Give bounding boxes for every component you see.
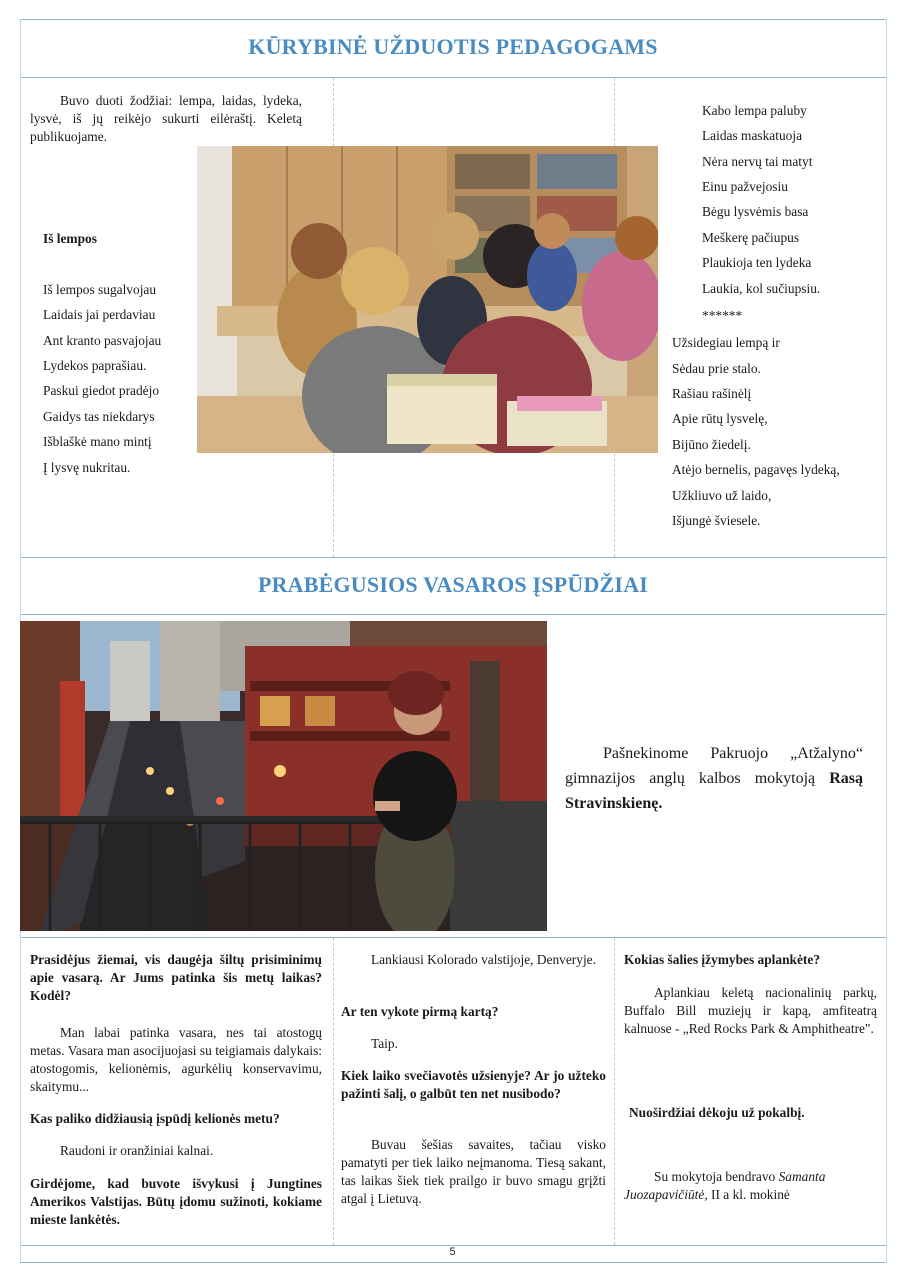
poem1-line: Ant kranto pasvajojau (43, 333, 162, 348)
col-divider-4 (614, 938, 615, 1245)
credit-line (624, 1168, 877, 1204)
question-3: Girdėjome, kad buvote išvykusi į Jungtines Amerikos Valstijas. Būtų įdomu sužinoti, kokiame mieste lankėtės. (30, 1176, 322, 1227)
poem3-line: Sėdau prie stalo. (672, 361, 761, 376)
credit-prefix: Su mokytoja bendravo (654, 1169, 779, 1184)
section2-title: PRABĖGUSIOS VASAROS ĮSPŪDŽIAI (257, 572, 649, 597)
poem1-line: Paskui giedot pradėjo (43, 383, 160, 398)
thanks-line: Nuoširdžiai dėkoju už pokalbį. (629, 1105, 805, 1120)
section1-title-rule (20, 77, 886, 78)
poem3-line: Bijūno žiedelį. (672, 437, 751, 452)
top-rule (20, 19, 886, 20)
answer-5: Buvau šešias savaites, tačiau visko pamatyti per tiek laiko neįmanoma. Tiesą sakant, tas laikas šiek tiek prailgo ir buvo smagu grįžti atgal į Lietuvą. (341, 1137, 606, 1206)
section2-photo-rule (20, 937, 886, 938)
poem3-line: Išjungė šviesele. (672, 513, 761, 528)
poem2-line: Laukia, kol sučiupsiu. (702, 281, 821, 296)
section1-bottom-rule (20, 557, 886, 558)
poem2-line: Kabo lempa paluby (702, 103, 807, 118)
interviewee-name: Rasą Stravinskienę. (565, 770, 863, 812)
poem3-line: Rašiau rašinėlį (672, 386, 752, 401)
poem1-line: Lydekos paprašiau. (43, 358, 147, 373)
question-4: Ar ten vykote pirmą kartą? (341, 1004, 499, 1019)
question-5: Kiek laiko svečiavotės užsienyje? Ar jo užteko pažinti šalį, o galbūt ten net nusibodo? (341, 1068, 606, 1101)
poem1-title: Iš lempos (43, 231, 97, 246)
poem2-line: Nėra nervų tai matyt (702, 154, 813, 169)
poem1-line: Į lysvę nukritau. (43, 460, 131, 475)
answer-1: Man labai patinka vasara, nes tai atostogų metas. Vasara man asocijuojasi su teigiamais dalykais: atostogomis, kelionėmis, agurkėlių konservavimu, skaitymu... (30, 1025, 322, 1094)
interview-intro (565, 741, 863, 816)
poem2-line: Plaukioja ten lydeka (702, 255, 812, 270)
answer-6: Aplankiau keletą nacionalinių parkų, Buffalo Bill muziejų ir kapą, amfiteatrą kalnuose - „Red Rocks Park & Amphitheatre". (624, 985, 877, 1036)
poem3-line: Užsidegiau lempą ir (672, 335, 780, 350)
poem1-line: Laidais jai perdaviau (43, 307, 156, 322)
section2-title-rule (20, 614, 886, 615)
poem1-line: Iš lempos sugalvojau (43, 282, 157, 297)
poem1-line: Gaidys tas niekdarys (43, 409, 155, 424)
section1-title: KŪRYBINĖ UŽDUOTIS PEDAGOGAMS (248, 34, 658, 59)
credit-suffix: II a kl. mokinė (707, 1187, 790, 1202)
interview-intro-text: Pašnekinome Pakruojo „Atžalyno“ gimnazijos anglų kalbos mokytoją (565, 745, 863, 787)
answer-2: Raudoni ir oranžiniai kalnai. (60, 1143, 214, 1158)
classroom-photo (197, 146, 658, 453)
answer-3: Lankiausi Kolorado valstijoje, Denveryje. (371, 952, 596, 967)
col-divider-3 (333, 938, 334, 1245)
credit-student-name: Samanta Juozapavičiūtė, (624, 1169, 826, 1202)
poem1-line: Išblaškė mano mintį (43, 434, 152, 449)
question-2: Kas paliko didžiausią įspūdį kelionės metu? (30, 1111, 280, 1126)
poem3-line: Užkliuvo už laido, (672, 488, 772, 503)
poem3-line: Apie rūtų lysvelę, (672, 411, 768, 426)
poem2-line: Einu pažvejosiu (702, 179, 788, 194)
poem3-line: Atėjo bernelis, pagavęs lydeką, (672, 462, 840, 477)
poem2-line: Laidas maskatuoja (702, 128, 803, 143)
section1-intro: Buvo duoti žodžiai: lempa, laidas, lydeka, lysvė, iš jų reikėjo sukurti eilėraštį. Keletą publikuojame. (30, 93, 302, 144)
poem2-line: Bėgu lysvėmis basa (702, 204, 809, 219)
city-balcony-photo (20, 621, 547, 931)
footer-rule (20, 1262, 886, 1263)
page-number: 5 (449, 1246, 456, 1258)
poem2-line: Meškerę pačiupus (702, 230, 800, 245)
question-6: Kokias šalies įžymybes aplankėte? (624, 952, 821, 967)
right-frame (886, 19, 887, 1262)
answer-4: Taip. (371, 1036, 398, 1051)
poem-separator: ****** (702, 308, 743, 323)
question-1: Prasidėjus žiemai, vis daugėja šiltų prisiminimų apie vasarą. Ar Jums patinka šis metų laikas? Kodėl? (30, 952, 322, 1003)
